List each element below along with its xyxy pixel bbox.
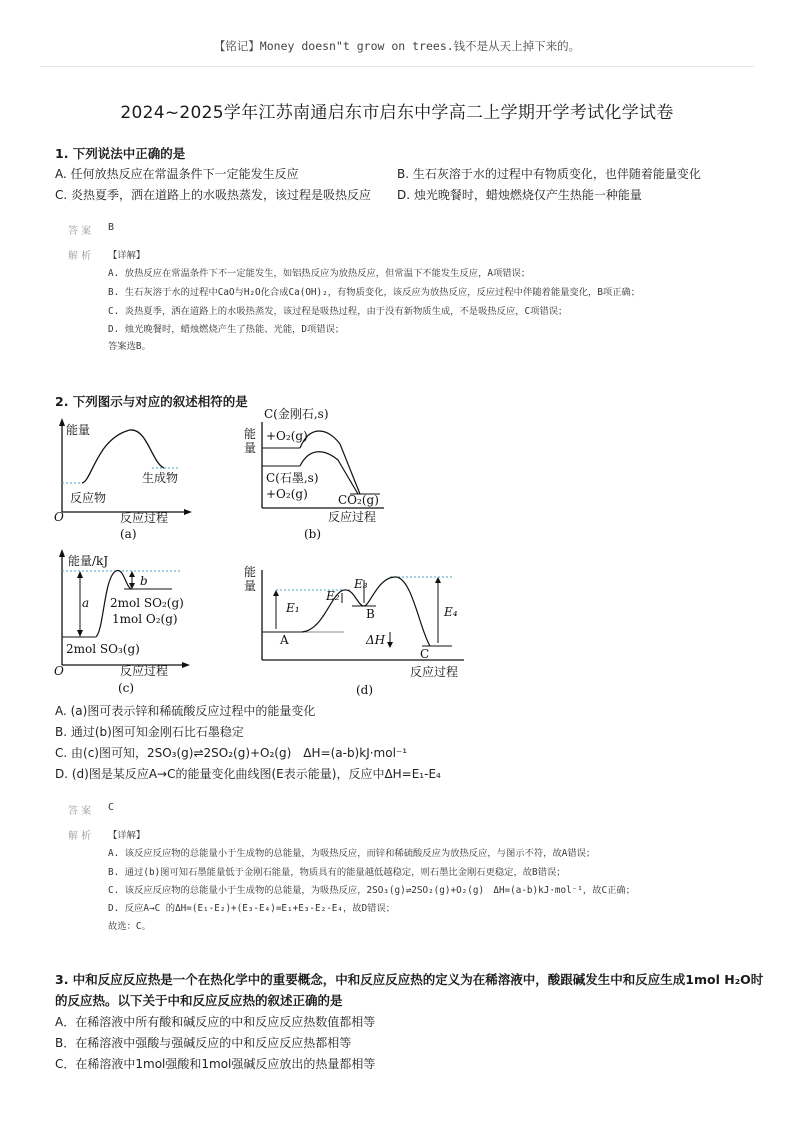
figure-b-graphite-label: C(石墨,s) <box>266 471 319 485</box>
figure-b-diamond-o2: +O₂(g) <box>266 429 308 443</box>
figure-a-x-label: 反应过程 <box>120 511 169 525</box>
figure-c-y-arrow <box>59 549 65 557</box>
figure-d-b-label: B <box>366 607 375 621</box>
q3-option-c: C．在稀溶液中1mol强酸和1mol强碱反应放出的热量都相等 <box>55 1057 376 1071</box>
q1-analysis-label: 解 析 <box>68 251 92 262</box>
q2-option-d: D. (d)图是某反应A→C的能量变化曲线图(E表示能量)，反应中ΔH=E₁-E₄ <box>55 767 441 781</box>
figure-d-e4-label: E₄ <box>444 605 458 619</box>
q3-stem-line: 的反应热。以下关于中和反应反应热的叙述正确的是 <box>55 993 343 1008</box>
figure-c <box>52 549 202 697</box>
q1-option-b: B. 生石灰溶于水的过程中有物质变化，也伴随着能量变化 <box>397 167 701 181</box>
figure-d-x-label: 反应过程 <box>410 665 459 679</box>
q2-answer-value: C <box>108 802 115 813</box>
figure-a-x-arrow <box>184 509 192 515</box>
q2-analysis-line: B. 通过(b)图可知石墨能量低于金刚石能量，物质具有的能量越低越稳定，则石墨比金刚石更稳定，故B错误； <box>108 867 566 878</box>
figure-d-e4-arrowhead <box>435 577 441 583</box>
figure-d-e1-arrowhead <box>273 590 279 596</box>
figure-d-c-label: C <box>420 647 430 661</box>
header-divider <box>40 66 754 67</box>
q1-analysis-line: B. 生石灰溶于水的过程中CaO与H₂O化合成Ca(OH)₂，有物质变化，该反应为放热反应，反应过程中伴随着能量变化，B项正确； <box>108 287 641 298</box>
q2-option-c: C. 由(c)图可知，2SO₃(g)⇌2SO₂(g)+O₂(g) ΔH=(a-b)kJ·mol⁻¹ <box>55 746 408 760</box>
figure-c-b-label: b <box>140 574 148 588</box>
figure-a-origin: O <box>54 510 64 524</box>
figure-c-x-label: 反应过程 <box>120 664 169 678</box>
q2-option-a: A. (a)图可表示锌和稀硫酸反应过程中的能量变化 <box>55 704 316 718</box>
figure-c-caption: (c) <box>118 681 135 695</box>
figure-a-product-label: 生成物 <box>142 471 179 485</box>
figure-c-a-label: a <box>82 596 90 610</box>
figure-b-energy-label: 量 <box>244 441 257 455</box>
figure-c-a-arrowhead-down <box>77 630 83 637</box>
q2-analysis-line: A. 该反应反应物的总能量小于生成物的总能量，为吸热反应，而锌和稀硫酸反应为放热反应，与图示不符，故A错误； <box>108 848 596 859</box>
figure-d-dh-arrowhead <box>387 642 393 648</box>
figure-b-graphite-o2: +O₂(g) <box>266 487 308 501</box>
header-motto: 【铭记】Money doesn"t grow on trees.钱不是从天上掉下来的。 <box>213 39 581 53</box>
figure-d-dh-label: ΔH <box>366 633 386 647</box>
figure-a-energy-label: 能量 <box>66 423 91 437</box>
q1-analysis-line: A. 放热反应在常温条件下不一定能发生，如铝热反应为放热反应，但常温下不能发生反应，A项错误； <box>108 268 531 279</box>
figure-d-energy-label: 量 <box>244 579 257 593</box>
figure-b-energy-label: 能 <box>244 427 257 441</box>
q2-detail-tag: 【详解】 <box>108 830 146 841</box>
figure-b-co2-label: CO₂(g) <box>338 493 379 507</box>
page-title: 2024~2025学年江苏南通启东市启东中学高二上学期开学考试化学试卷 <box>120 103 674 123</box>
q1-option-d: D. 烛光晚餐时，蜡烛燃烧仅产生热能一种能量 <box>397 188 642 202</box>
figure-a <box>52 418 202 544</box>
figure-c-so3-label: 2mol SO₃(g) <box>66 642 140 656</box>
q1-option-a: A. 任何放热反应在常温条件下一定能发生反应 <box>55 167 299 181</box>
q3-option-b: B．在稀溶液中强酸与强碱反应的中和反应反应热都相等 <box>55 1036 352 1050</box>
figure-d-e3-label: E₃ <box>354 577 368 591</box>
q3-stem-line: 3. 中和反应反应热是一个在热化学中的重要概念，中和反应反应热的定义为在稀溶液中，酸跟碱发生中和反应生成1mol H₂O时 <box>55 972 764 987</box>
figure-c-b-arrowhead-up <box>129 571 135 577</box>
figure-c-energy-label: 能量/kJ <box>68 554 109 568</box>
figure-d <box>240 560 470 698</box>
figure-c-a-arrowhead-up <box>77 571 83 578</box>
figure-b-diamond-label: C(金刚石,s) <box>264 407 329 421</box>
q1-answer-label: 答 案 <box>68 226 92 237</box>
q1-analysis-line: 答案选B。 <box>108 341 151 352</box>
figure-d-e1-label: E₁ <box>286 601 300 615</box>
figure-c-so2-label: 2mol SO₂(g) <box>110 596 184 610</box>
q2-analysis-line: 故选：C。 <box>108 921 151 932</box>
figure-a-reactant-label: 反应物 <box>70 491 107 505</box>
figure-a-caption: (a) <box>120 527 137 541</box>
figure-b-x-label: 反应过程 <box>328 510 377 524</box>
q1-analysis-line: C. 炎热夏季，洒在道路上的水吸热蒸发，该过程是吸热过程，由于没有新物质生成，不是吸热反应，C项错误； <box>108 306 568 317</box>
q2-analysis-line: C. 该反应反应物的总能量小于生成物的总能量，为吸热反应，2SO₃(g)⇌2SO₂(g)+O₂(g) ΔH=(a-b)kJ·mol⁻¹，故C正确； <box>108 885 635 896</box>
figure-c-x-arrow <box>182 662 190 668</box>
figure-d-caption: (d) <box>356 683 374 697</box>
q2-stem: 2. 下列图示与对应的叙述相符的是 <box>55 394 248 409</box>
figure-d-e2-label: E₂ <box>326 589 340 603</box>
figure-b-caption: (b) <box>304 527 322 541</box>
q1-analysis-line: D. 烛光晚餐时，蜡烛燃烧产生了热能、光能，D项错误； <box>108 324 345 335</box>
q2-analysis-line: D. 反应A→C 的ΔH=(E₁-E₂)+(E₃-E₄)=E₁+E₃-E₂-E₄，故D错误； <box>108 903 396 914</box>
q2-analysis-label: 解 析 <box>68 831 92 842</box>
q1-detail-tag: 【详解】 <box>108 250 146 261</box>
figure-c-origin: O <box>54 664 64 678</box>
figure-a-y-arrow <box>59 418 65 426</box>
q1-stem: 1. 下列说法中正确的是 <box>55 146 186 161</box>
q1-option-c: C. 炎热夏季，洒在道路上的水吸热蒸发，该过程是吸热反应 <box>55 188 372 202</box>
q3-option-a: A．在稀溶液中所有酸和碱反应的中和反应反应热数值都相等 <box>55 1015 376 1029</box>
q2-option-b: B. 通过(b)图可知金刚石比石墨稳定 <box>55 725 244 739</box>
q1-answer-value: B <box>108 222 115 233</box>
figure-b <box>240 404 400 544</box>
figure-d-a-label: A <box>280 633 289 647</box>
figure-d-energy-label: 能 <box>244 565 257 579</box>
q2-answer-label: 答 案 <box>68 806 92 817</box>
figure-c-o2-label: 1mol O₂(g) <box>112 612 178 626</box>
